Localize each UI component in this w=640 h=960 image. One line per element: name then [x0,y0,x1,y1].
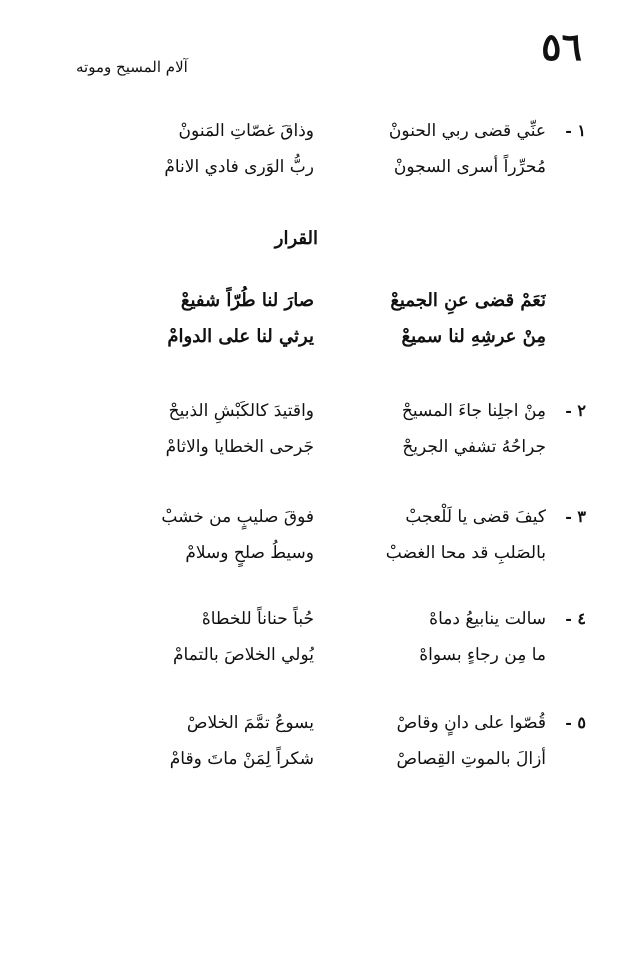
second-hemistich: وذاقَ غصّاتِ المَنونْ [178,121,314,141]
verse-line [76,116,546,146]
verse-line [76,152,546,182]
first-hemistich: مِنْ عرشِهِ لنا سميعْ [401,326,546,347]
second-hemistich: حُباً حناناً للخطاهْ [201,609,314,629]
verse-line [76,744,546,774]
verse-line [76,502,546,532]
second-hemistich: واقتيدَ كالكَبْشِ الذبيحْ [168,401,314,421]
first-hemistich: كيفَ قضى يا لَلْعجبْ [405,507,546,527]
stanza-number: ٥ - [565,713,586,732]
refrain [66,286,586,356]
stanza-number: ١ - [565,121,586,140]
verse-line [76,286,546,316]
running-title: آلام المسيح وموته [76,58,188,76]
first-hemistich: مِنْ اجلِنا جاءَ المسيحْ [401,401,546,421]
verse-line [76,538,546,568]
first-hemistich: سالت ينابيعُ دماهْ [429,609,546,629]
first-hemistich: مُحرِّراً أسرى السجونْ [393,157,546,177]
stanza-number: ٢ - [565,401,586,420]
stanza-1 [66,116,586,186]
second-hemistich: جَرحى الخطايا والاثامْ [165,437,314,457]
stanza-number: ٤ - [565,609,586,628]
verse-line [76,604,546,634]
verse-line [76,396,546,426]
second-hemistich: فوقَ صليبٍ من خشبْ [161,507,314,527]
refrain-heading: القرار [274,228,318,249]
first-hemistich: ما مِن رجاءٍ بسواهْ [419,645,546,665]
first-hemistich: عنِّي قضى ربي الحنونْ [388,121,546,141]
verse-line [76,708,546,738]
page-number: ٥٦ [541,24,582,69]
verse-line [76,640,546,670]
stanza-3 [66,502,586,572]
verse-line [76,322,546,352]
first-hemistich: جراحُهُ تشفي الجريحْ [402,437,546,457]
first-hemistich: قُصّوا على دانٍ وقاصْ [396,713,546,733]
second-hemistich: يُولي الخلاصَ بالتمامْ [173,645,314,665]
stanza-2 [66,396,586,466]
first-hemistich: نَعَمْ قضى عنِ الجميعْ [390,290,546,311]
second-hemistich: وسيطُ صلحٍ وسلامْ [185,543,314,563]
stanza-5 [66,708,586,778]
stanza-number: ٣ - [565,507,586,526]
first-hemistich: بالصَلبِ قد محا الغضبْ [385,543,546,563]
second-hemistich: صارَ لنا طُرّاً شفيعْ [180,290,314,311]
stanza-4 [66,604,586,674]
first-hemistich: أزالَ بالموتِ القِصاصْ [396,749,546,769]
second-hemistich: ربُّ الوَرى فادي الانامْ [164,157,314,177]
second-hemistich: يرثي لنا على الدوامْ [167,326,314,347]
second-hemistich: شكراً لِمَنْ ماتَ وقامْ [169,749,314,769]
second-hemistich: يسوعُ تمَّمَ الخلاصْ [186,713,314,733]
verse-line [76,432,546,462]
